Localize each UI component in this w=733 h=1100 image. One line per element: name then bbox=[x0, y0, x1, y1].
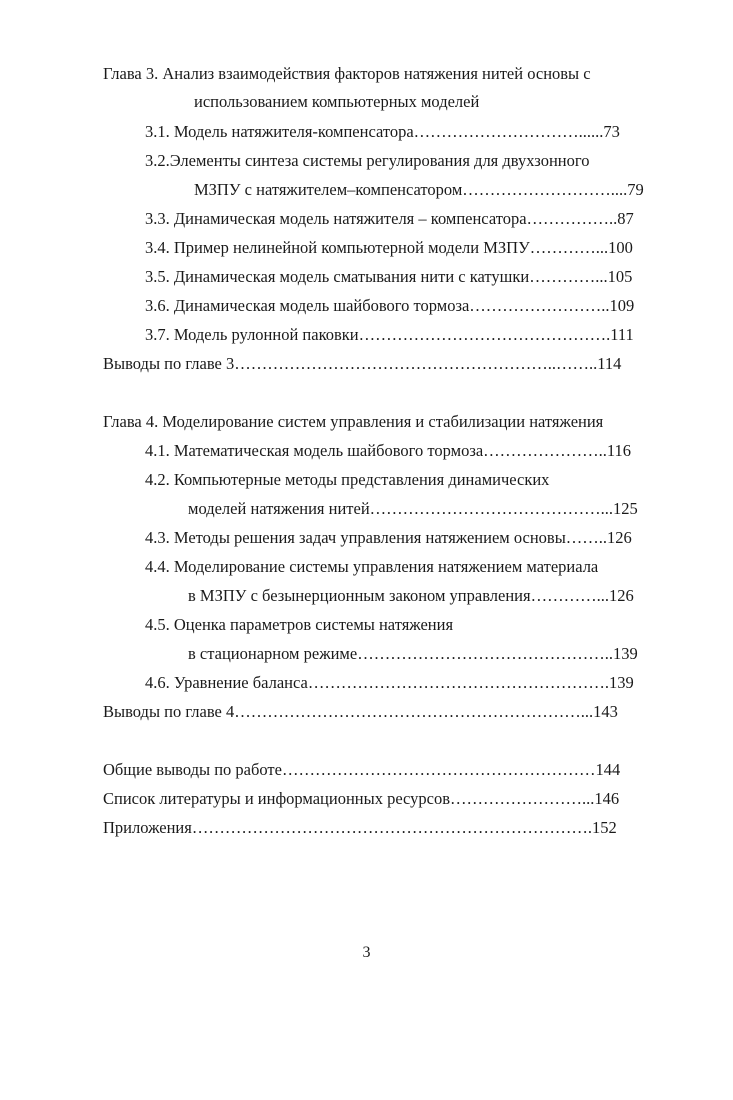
toc-entry-3-3: 3.3. Динамическая модель натяжителя – компенсатора……………..87 bbox=[145, 209, 634, 228]
toc-entry-4-2-line2: моделей натяжения нитей……………………………………...125 bbox=[188, 499, 638, 518]
toc-entry-3-4: 3.4. Пример нелинейной компьютерной модели МЗПУ…………...100 bbox=[145, 238, 633, 257]
toc-entry-3-5: 3.5. Динамическая модель сматывания нити с катушки…………...105 bbox=[145, 267, 633, 286]
toc-entry-3-7: 3.7. Модель рулонной паковки……………………………………….111 bbox=[145, 325, 634, 344]
toc-entry-conclusions-4: Выводы по главе 4………………………………………………………...143 bbox=[103, 702, 618, 721]
toc-entry-3-1: 3.1. Модель натяжителя-компенсатора…………………………......73 bbox=[145, 122, 620, 141]
toc-entry-4-2-line1: 4.2. Компьютерные методы представления динамических bbox=[145, 470, 550, 489]
chapter3-title-line2: использованием компьютерных моделей bbox=[194, 92, 480, 111]
toc-entry-4-3: 4.3. Методы решения задач управления натяжением основы……..126 bbox=[145, 528, 632, 547]
toc-entry-3-2-line1: 3.2.Элементы синтеза системы регулирования для двухзонного bbox=[145, 151, 590, 170]
toc-entry-3-6: 3.6. Динамическая модель шайбового тормоза……………………..109 bbox=[145, 296, 635, 315]
toc-entry-3-2-line2: МЗПУ с натяжителем–компенсатором………………………....79 bbox=[194, 180, 644, 199]
toc-entry-4-5-line2: в стационарном режиме………………………………………..139 bbox=[188, 644, 638, 663]
toc-entry-4-1: 4.1. Математическая модель шайбового тормоза…………………..116 bbox=[145, 441, 632, 460]
page-number: 3 bbox=[362, 944, 371, 961]
toc-entry-references: Список литературы и информационных ресурсов……………………...146 bbox=[103, 789, 620, 808]
chapter4-title: Глава 4. Моделирование систем управления и стабилизации натяжения bbox=[103, 412, 604, 431]
toc-entry-general-conclusions: Общие выводы по работе…………………………………………………144 bbox=[103, 760, 621, 779]
toc-entry-4-4-line1: 4.4. Моделирование системы управления натяжением материала bbox=[145, 557, 599, 576]
chapter3-title-line1: Глава 3. Анализ взаимодействия факторов натяжения нитей основы с bbox=[103, 64, 591, 83]
toc-entry-appendices: Приложения……………………………………………………………….152 bbox=[103, 818, 617, 837]
toc-entry-4-5-line1: 4.5. Оценка параметров системы натяжения bbox=[145, 615, 454, 634]
toc-entry-4-6: 4.6. Уравнение баланса……………………………………………….139 bbox=[145, 673, 634, 692]
toc-entry-conclusions-3: Выводы по главе 3…………………………………………………..……..114 bbox=[103, 354, 622, 373]
toc-entry-4-4-line2: в МЗПУ с безынерционным законом управления…………...126 bbox=[188, 586, 634, 605]
